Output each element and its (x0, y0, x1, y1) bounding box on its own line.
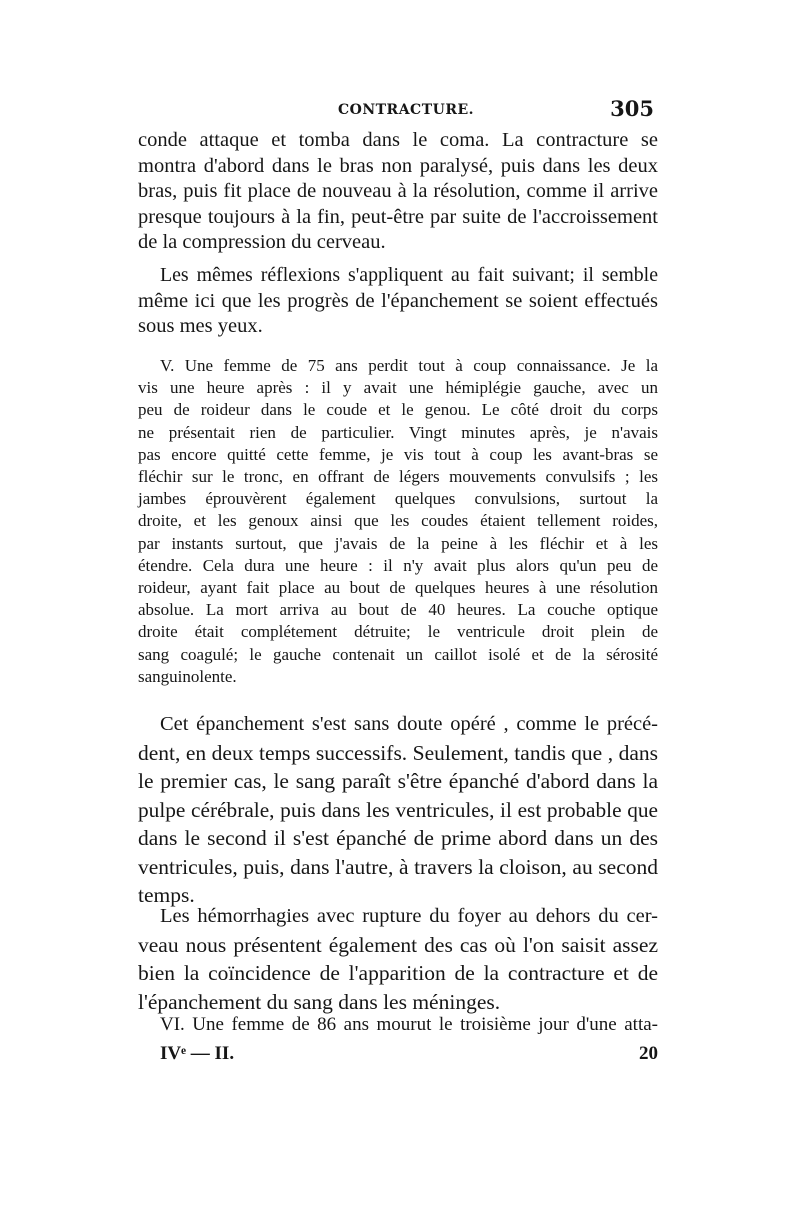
text-line: Les mêmes réflexions s'appliquent au fait suivant; il semble (160, 264, 658, 286)
text-line: bien la coïncidence de l'apparition de la contracture et de (138, 961, 658, 985)
text-line: bras, puis fit place de nouveau à la résolution, comme il arrive (138, 180, 658, 203)
page-header (138, 96, 658, 120)
paragraph-reflexions (138, 263, 658, 340)
text-line: Les hémorrhagies avec rupture du foyer au dehors du cer- (160, 905, 658, 927)
text-line: conde attaque et tomba dans le coma. La contracture se (138, 129, 658, 151)
text-line: temps. (138, 883, 195, 907)
text-line: sous mes yeux. (138, 315, 263, 338)
text-line: pulpe cérébrale, puis dans les ventricules, il est probable que (138, 797, 658, 822)
case-observation-vi (138, 1014, 658, 1036)
text-line: roideur, ayant fait place au bout de quelques heures à une résolution (138, 578, 658, 598)
text-line: droite, et les genoux ainsi que les coudes étaient tellement roides, (138, 511, 658, 531)
folio-number: 20 (639, 1043, 658, 1064)
text-line: le premier cas, le sang paraît s'être épanché d'abord dans la (138, 769, 658, 793)
text-line: ventricules, puis, dans l'autre, à travers la cloison, au second (138, 854, 658, 879)
running-title: CONTRACTURE. (338, 102, 474, 118)
text-line: veau nous présentent également des cas où l'on saisit assez (138, 932, 658, 957)
text-line: montra d'abord dans le bras non paralysé, puis dans les deux (138, 154, 658, 177)
text-line: droite était complétement détruite; le ventricule droit plein de (138, 622, 658, 642)
text-line: peu de roideur dans le coude et le genou. Le côté droit du corps (138, 400, 658, 420)
text-line: presque toujours à la fin, peut-être par suite de l'accroissement (138, 205, 658, 228)
case-observation-v (138, 355, 658, 688)
text-line: par instants surtout, que j'avais de la peine à les fléchir et à les (138, 533, 658, 553)
text-line: absolue. La mort arriva au bout de 40 heures. La couche optique (138, 600, 658, 620)
text-line: vis une heure après : il y avait une hémiplégie gauche, avec un (138, 378, 658, 398)
text-line: l'épanchement du sang dans les méninges. (138, 989, 501, 1014)
text-line: fléchir sur le tronc, en offrant de légers mouvements convulsifs ; les (138, 467, 658, 487)
text-line: jambes éprouvèrent également quelques convulsions, surtout la (138, 489, 658, 509)
text-line: même ici que les progrès de l'épanchement se soient effectués (138, 289, 658, 312)
text-line: ne présentait rien de particulier. Vingt minutes après, je n'avais (138, 422, 658, 442)
text-line: Cet épanchement s'est sans doute opéré , comme le précé- (160, 713, 658, 735)
text-line: dans le second il s'est épanché de prime abord dans un des (138, 826, 658, 850)
text-line: V. Une femme de 75 ans perdit tout à coup connaissance. Je la (160, 356, 658, 375)
signature-mark: IVᵉ — II. (160, 1043, 235, 1064)
text-line: étendre. Cela dura une heure : il n'y avait plus alors qu'un peu de (138, 555, 658, 575)
text-line: pas encore quitté cette femme, je vis tout à coup les avant-bras se (138, 444, 658, 464)
paragraph-epanchement (138, 710, 658, 910)
paragraph-continuation (138, 128, 658, 256)
text-line: sanguinolente. (138, 666, 237, 686)
page-footer (160, 1043, 658, 1067)
text-line: de la compression du cerveau. (138, 231, 386, 254)
text-line: dent, en deux temps successifs. Seulement, tandis que , dans (138, 740, 658, 765)
page-number: 305 (610, 96, 654, 121)
paragraph-hemorrhagies (138, 902, 658, 1016)
text-line: VI. Une femme de 86 ans mourut le troisième jour d'une atta- (160, 1014, 658, 1035)
text-line: sang coagulé; le gauche contenait un caillot isolé et de la sérosité (138, 644, 658, 664)
